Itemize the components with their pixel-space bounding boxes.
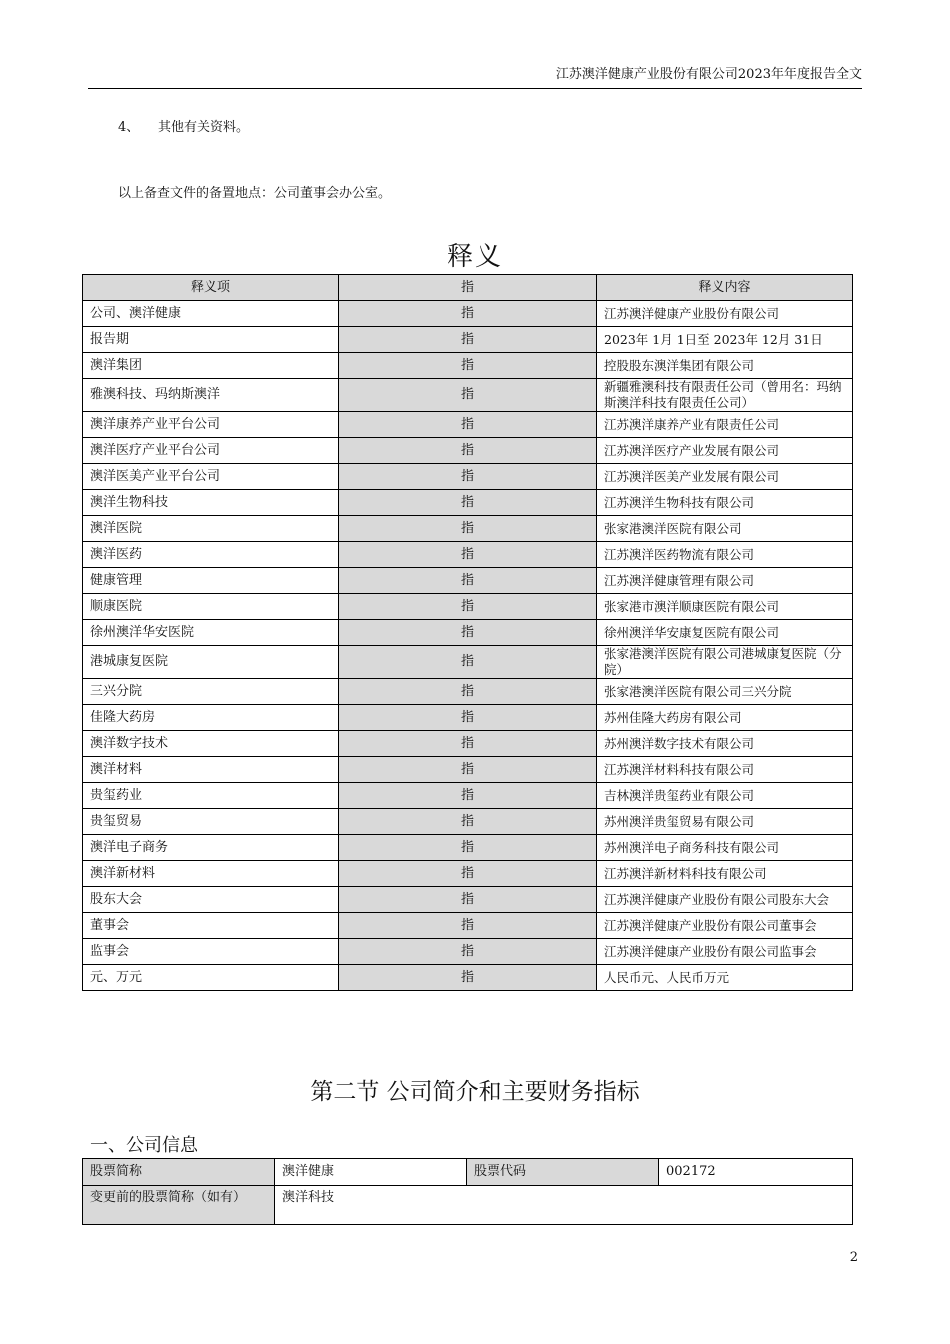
definition-term: 雅澳科技、玛纳斯澳洋 [83, 379, 339, 412]
page-number: 2 [849, 1250, 858, 1265]
definition-ref: 指 [339, 620, 597, 646]
definition-meaning: 苏州澳洋数字技术有限公司 [597, 731, 853, 757]
definition-meaning: 江苏澳洋康养产业有限责任公司 [597, 412, 853, 438]
report-title: 江苏澳洋健康产业股份有限公司2023年年度报告全文 [555, 67, 862, 82]
table-row [83, 809, 853, 835]
definition-meaning: 徐州澳洋华安康复医院有限公司 [597, 620, 853, 646]
column-header-term: 释义项 [83, 275, 339, 301]
table-row [83, 594, 853, 620]
definition-meaning: 新疆雅澳科技有限责任公司（曾用名：玛纳斯澳洋科技有限责任公司） [597, 379, 853, 412]
definition-ref: 指 [339, 327, 597, 353]
definition-ref: 指 [339, 731, 597, 757]
definition-term: 贵玺药业 [83, 783, 339, 809]
definition-term: 澳洋生物科技 [83, 490, 339, 516]
table-row [83, 490, 853, 516]
definition-meaning: 江苏澳洋健康产业股份有限公司监事会 [597, 939, 853, 965]
definition-meaning: 江苏澳洋健康产业股份有限公司股东大会 [597, 887, 853, 913]
definition-meaning: 江苏澳洋新材料科技有限公司 [597, 861, 853, 887]
table-row [83, 913, 853, 939]
definition-term: 元、万元 [83, 965, 339, 991]
definition-meaning: 江苏澳洋健康管理有限公司 [597, 568, 853, 594]
definition-ref: 指 [339, 301, 597, 327]
definition-term: 顺康医院 [83, 594, 339, 620]
definition-term: 监事会 [83, 939, 339, 965]
table-row [83, 1159, 853, 1186]
prev-abbr-value: 澳洋科技 [275, 1186, 853, 1225]
definition-meaning: 苏州佳隆大药房有限公司 [597, 705, 853, 731]
definition-ref: 指 [339, 568, 597, 594]
table-row [83, 835, 853, 861]
definition-meaning: 江苏澳洋生物科技有限公司 [597, 490, 853, 516]
definition-ref: 指 [339, 594, 597, 620]
definition-ref: 指 [339, 705, 597, 731]
section-title: 第二节 公司简介和主要财务指标 [310, 1079, 640, 1105]
stock-abbr-value: 澳洋健康 [275, 1159, 467, 1186]
definition-meaning: 2023年 1月 1日至 2023年 12月 31日 [597, 327, 853, 353]
definition-ref: 指 [339, 965, 597, 991]
definition-term: 澳洋新材料 [83, 861, 339, 887]
definition-term: 澳洋集团 [83, 353, 339, 379]
definition-meaning: 人民币元、人民币万元 [597, 965, 853, 991]
definition-meaning: 江苏澳洋医药物流有限公司 [597, 542, 853, 568]
definition-term: 健康管理 [83, 568, 339, 594]
definition-ref: 指 [339, 809, 597, 835]
table-row [83, 412, 853, 438]
definition-ref: 指 [339, 913, 597, 939]
definition-term: 佳隆大药房 [83, 705, 339, 731]
definition-meaning: 江苏澳洋材料科技有限公司 [597, 757, 853, 783]
definition-meaning: 江苏澳洋医美产业发展有限公司 [597, 464, 853, 490]
definition-term: 澳洋数字技术 [83, 731, 339, 757]
definition-term: 贵玺贸易 [83, 809, 339, 835]
table-row [83, 568, 853, 594]
definition-meaning: 江苏澳洋健康产业股份有限公司董事会 [597, 913, 853, 939]
definition-ref: 指 [339, 646, 597, 679]
definition-term: 徐州澳洋华安医院 [83, 620, 339, 646]
table-row [83, 679, 853, 705]
definition-term: 澳洋电子商务 [83, 835, 339, 861]
definition-ref: 指 [339, 490, 597, 516]
definition-term: 报告期 [83, 327, 339, 353]
definitions-table [82, 274, 853, 991]
definition-ref: 指 [339, 464, 597, 490]
definition-ref: 指 [339, 353, 597, 379]
table-row [83, 783, 853, 809]
table-row [83, 620, 853, 646]
table-row [83, 327, 853, 353]
page-header [88, 66, 862, 89]
table-row [83, 353, 853, 379]
definition-term: 澳洋医药 [83, 542, 339, 568]
table-row [83, 731, 853, 757]
table-row [83, 705, 853, 731]
definition-meaning: 江苏澳洋健康产业股份有限公司 [597, 301, 853, 327]
definition-ref: 指 [339, 679, 597, 705]
definition-term: 澳洋医院 [83, 516, 339, 542]
definition-meaning: 控股股东澳洋集团有限公司 [597, 353, 853, 379]
table-row [83, 438, 853, 464]
table-row [83, 1186, 853, 1225]
definitions-title: 释义 [446, 242, 503, 272]
definition-meaning: 张家港澳洋医院有限公司 [597, 516, 853, 542]
definition-term: 澳洋康养产业平台公司 [83, 412, 339, 438]
definition-ref: 指 [339, 783, 597, 809]
definition-ref: 指 [339, 412, 597, 438]
table-row [83, 887, 853, 913]
table-row [83, 542, 853, 568]
definition-meaning: 张家港澳洋医院有限公司港城康复医院（分院） [597, 646, 853, 679]
definition-meaning: 张家港澳洋医院有限公司三兴分院 [597, 679, 853, 705]
table-header-row [83, 275, 853, 301]
documents-item [118, 116, 249, 135]
company-info-table [82, 1158, 853, 1225]
definition-term: 港城康复医院 [83, 646, 339, 679]
table-row [83, 301, 853, 327]
definition-ref: 指 [339, 542, 597, 568]
definition-term: 澳洋医疗产业平台公司 [83, 438, 339, 464]
storage-note: 以上备查文件的备置地点：公司董事会办公室。 [118, 186, 392, 201]
item-number: 4、 [118, 120, 140, 135]
definition-meaning: 吉林澳洋贵玺药业有限公司 [597, 783, 853, 809]
definition-meaning: 江苏澳洋医疗产业发展有限公司 [597, 438, 853, 464]
definition-ref: 指 [339, 516, 597, 542]
stock-code-value: 002172 [659, 1159, 853, 1186]
stock-abbr-label: 股票简称 [83, 1159, 275, 1186]
definition-meaning: 张家港市澳洋顺康医院有限公司 [597, 594, 853, 620]
table-row [83, 939, 853, 965]
definition-term: 澳洋医美产业平台公司 [83, 464, 339, 490]
item-text: 其他有关资料。 [158, 120, 250, 135]
definition-term: 澳洋材料 [83, 757, 339, 783]
definition-ref: 指 [339, 887, 597, 913]
definition-meaning: 苏州澳洋电子商务科技有限公司 [597, 835, 853, 861]
definition-term: 股东大会 [83, 887, 339, 913]
subsection-title: 一、公司信息 [90, 1135, 198, 1156]
table-row [83, 464, 853, 490]
definitions-body [83, 301, 853, 991]
table-row [83, 646, 853, 679]
table-row [83, 861, 853, 887]
definition-term: 董事会 [83, 913, 339, 939]
definition-term: 三兴分院 [83, 679, 339, 705]
definition-ref: 指 [339, 939, 597, 965]
table-row [83, 516, 853, 542]
definition-ref: 指 [339, 861, 597, 887]
definition-ref: 指 [339, 835, 597, 861]
definition-ref: 指 [339, 379, 597, 412]
table-row [83, 379, 853, 412]
stock-code-label: 股票代码 [467, 1159, 659, 1186]
definition-meaning: 苏州澳洋贵玺贸易有限公司 [597, 809, 853, 835]
table-row [83, 965, 853, 991]
definition-ref: 指 [339, 438, 597, 464]
column-header-ref: 指 [339, 275, 597, 301]
definition-term: 公司、澳洋健康 [83, 301, 339, 327]
table-row [83, 757, 853, 783]
column-header-meaning: 释义内容 [597, 275, 853, 301]
definition-ref: 指 [339, 757, 597, 783]
prev-abbr-label: 变更前的股票简称（如有） [83, 1186, 275, 1225]
